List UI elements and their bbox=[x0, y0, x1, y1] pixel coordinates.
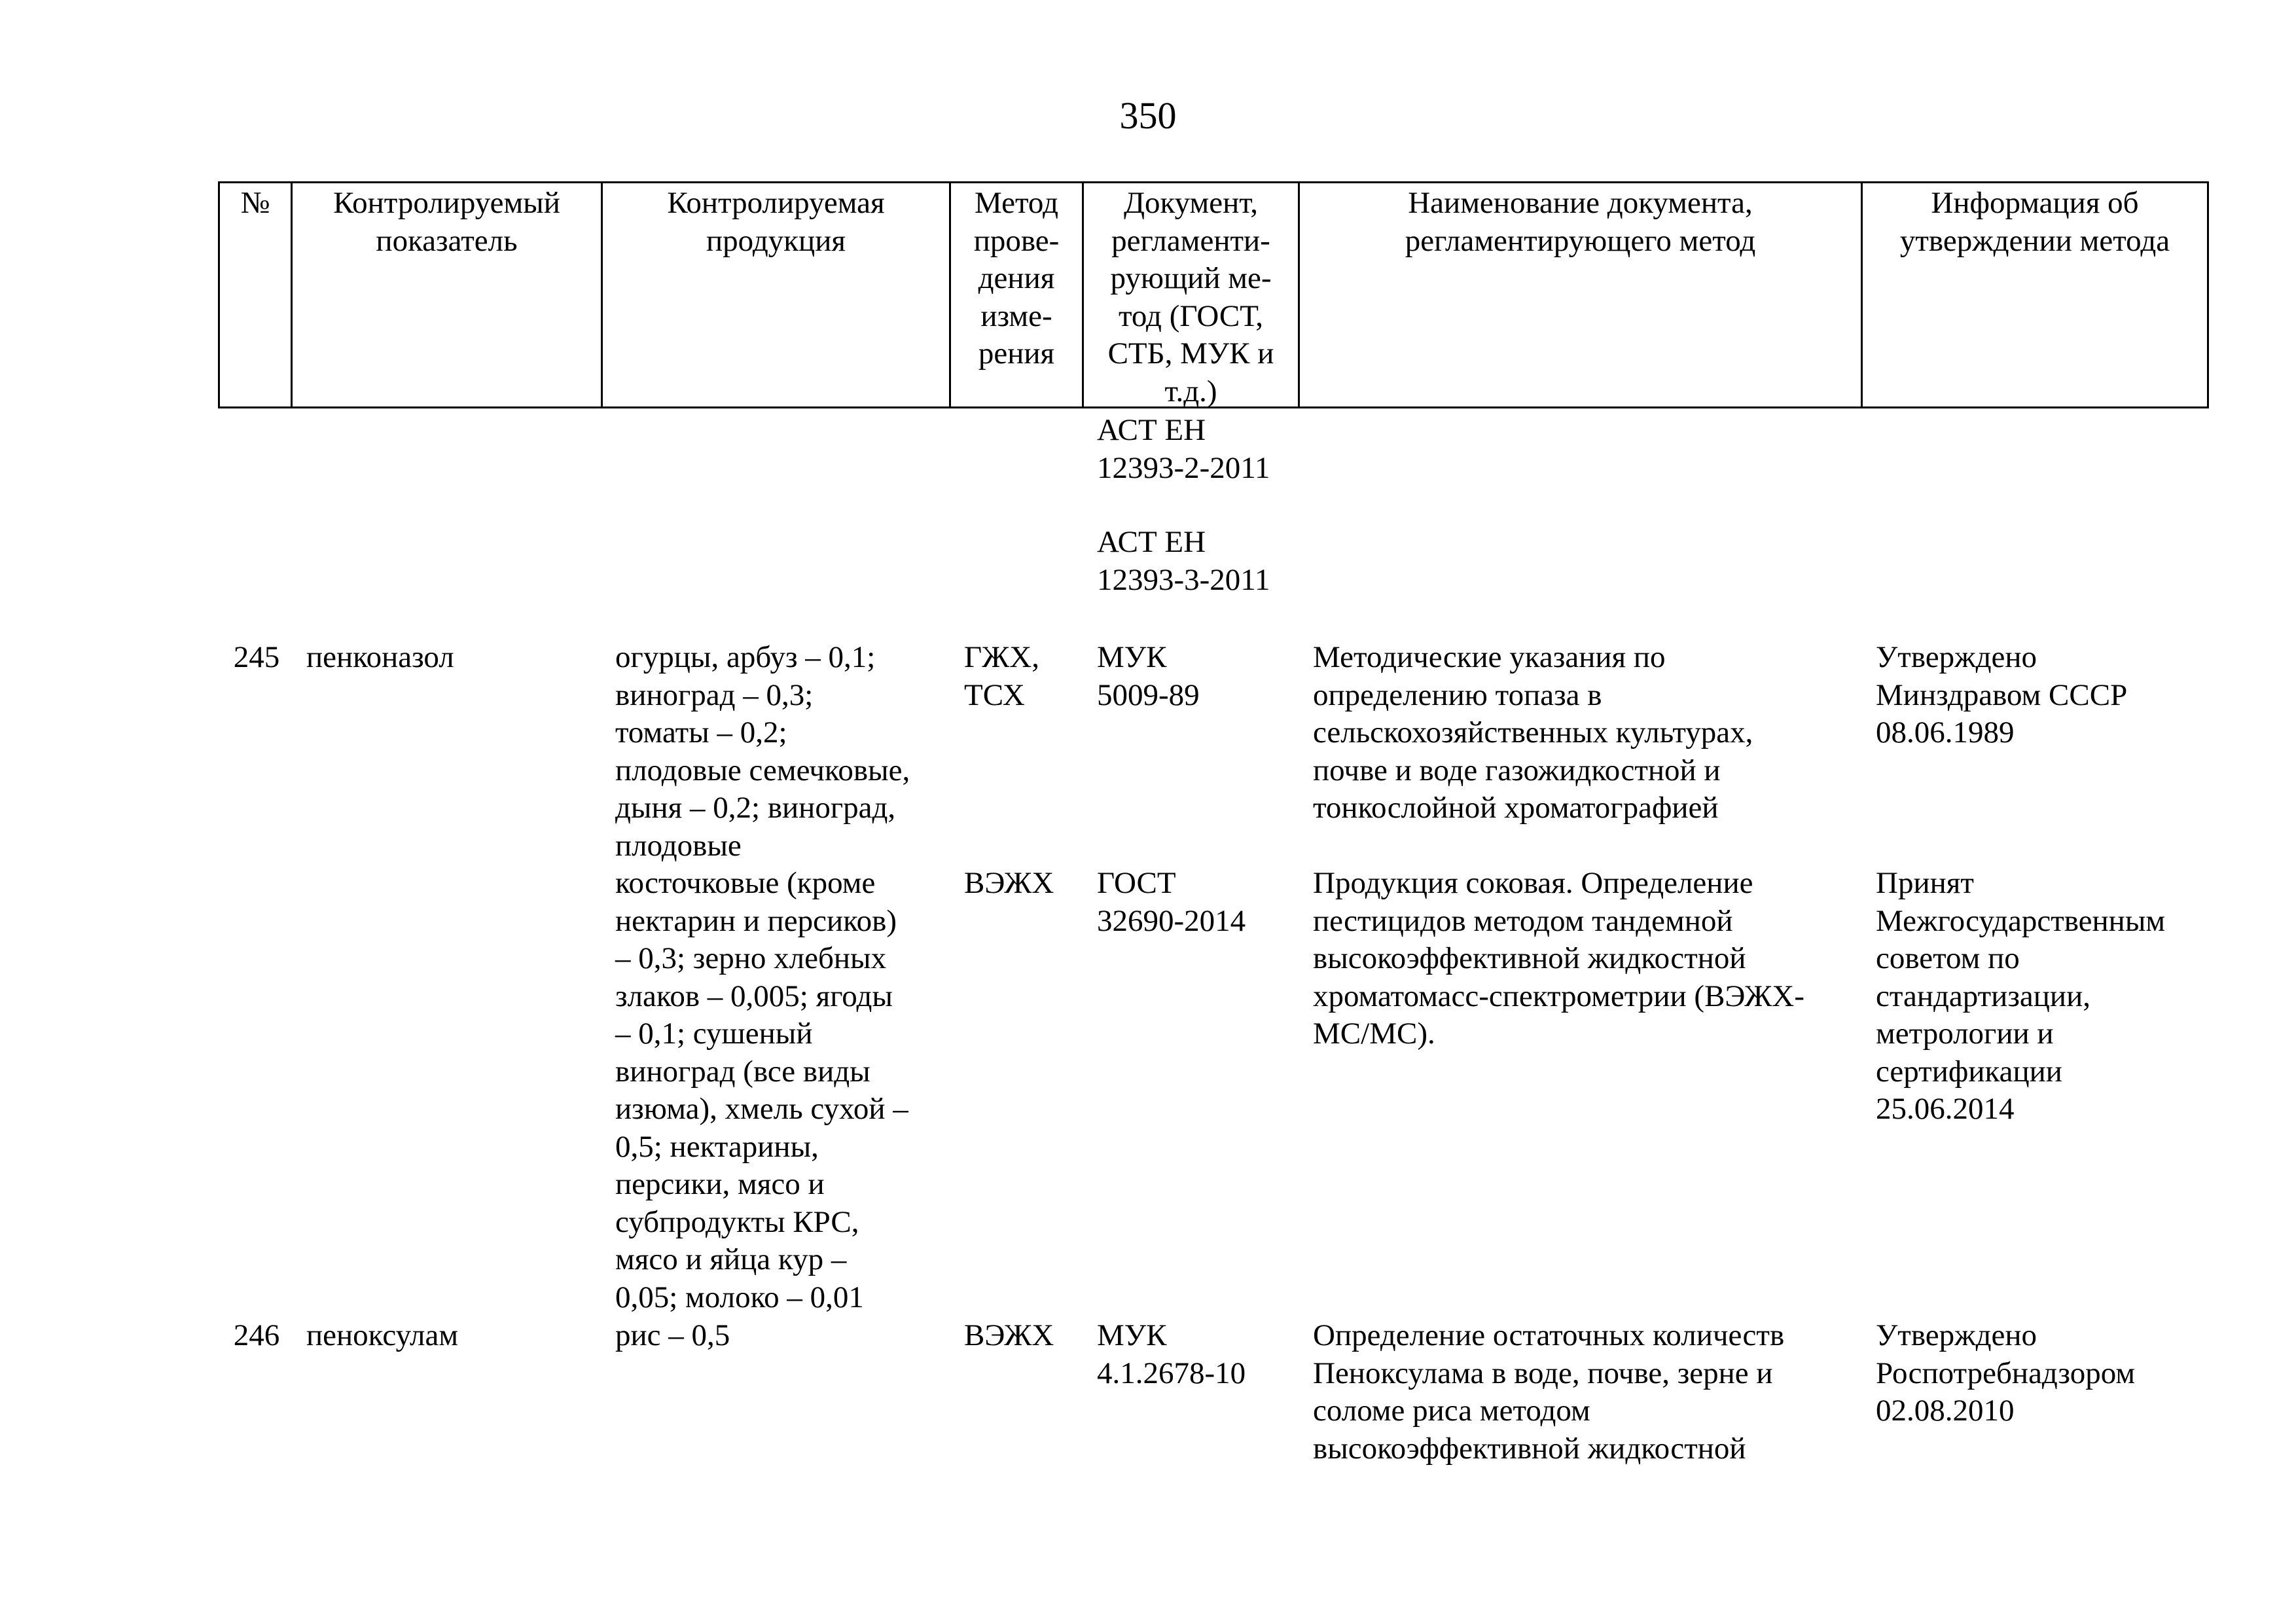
header-approval: Информация об утверждении метода bbox=[1899, 186, 2170, 258]
header-method: Метод прове- дения изме- рения bbox=[973, 186, 1060, 370]
row-246-indicator: пеноксулам bbox=[306, 1318, 459, 1352]
row-246-approval-1: Утверждено Роспотребнадзором 02.08.2010 bbox=[1876, 1318, 2136, 1428]
row-246-document-1: МУК 4.1.2678-10 bbox=[1097, 1318, 1246, 1390]
row-246-doc-name-1: Определение остаточных количеств Пеноксулама в воде, почве, зерне и соломе риса методом высокоэффективной жидкостной bbox=[1313, 1318, 1785, 1466]
row-245-num: 245 bbox=[233, 640, 280, 674]
row-245-document-1: МУК 5009-89 bbox=[1097, 640, 1200, 712]
row-245-approval-2: Принят Межгосударственным советом по стандартизации, метрологии и сертификации 25.06.2014 bbox=[1876, 866, 2166, 1126]
continued-document-2: АСТ ЕН 12393-3-2011 bbox=[1097, 525, 1270, 597]
continued-document-1: АСТ ЕН 12393-2-2011 bbox=[1097, 413, 1270, 485]
row-245-indicator: пенконазол bbox=[306, 640, 454, 674]
page-number: 350 bbox=[1119, 94, 1177, 137]
row-245-method-1: ГЖХ, ТСХ bbox=[964, 640, 1039, 712]
row-246-num: 246 bbox=[233, 1318, 280, 1352]
header-indicator: Контролируемый показатель bbox=[333, 186, 560, 258]
row-246-product: рис – 0,5 bbox=[615, 1318, 730, 1352]
header-doc-name: Наименование документа, регламентирующего метод bbox=[1405, 186, 1756, 258]
row-245-doc-name-1: Методические указания по определению топаза в сельскохозяйственных культурах, почве и воде газожидкостной и тонкослойной хроматографией bbox=[1313, 640, 1753, 825]
row-246-method-1: ВЭЖХ bbox=[964, 1318, 1054, 1352]
row-245-method-2: ВЭЖХ bbox=[964, 866, 1054, 900]
row-245-approval-1: Утверждено Минздравом СССР 08.06.1989 bbox=[1876, 640, 2128, 749]
header-num: № bbox=[240, 186, 270, 220]
row-245-document-2: ГОСТ 32690-2014 bbox=[1097, 866, 1246, 938]
header-document: Документ, регламенти- рующий ме- тод (ГОСТ, СТБ, МУК и т.д.) bbox=[1107, 186, 1274, 408]
header-product: Контролируемая продукция bbox=[667, 186, 885, 258]
row-245-product: огурцы, арбуз – 0,1; виноград – 0,3; томаты – 0,2; плодовые семечковые, дыня – 0,2; виноград, плодовые косточковые (кроме нектарин и персиков) – 0,3; зерно хлебных злаков – 0,005; ягоды – 0,1; сушеный виноград (все виды изюма), хмель сухой – 0,5; нектарины, персики, мясо и субпродукты КРС, мясо и яйца кур – 0,05; молоко – 0,01 bbox=[615, 640, 910, 1314]
row-245-doc-name-2: Продукция соковая. Определение пестицидов методом тандемной высокоэффективной жидкостной хроматомасс-спектрометрии (ВЭЖХ- МС/МС). bbox=[1313, 866, 1804, 1051]
